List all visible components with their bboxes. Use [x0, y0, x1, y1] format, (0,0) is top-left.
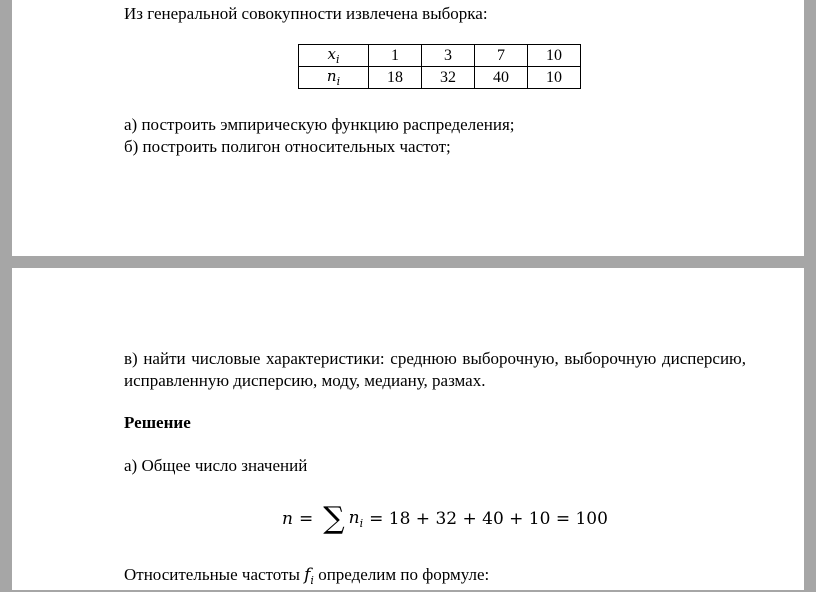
table-row: [299, 67, 581, 89]
n-cell: 32: [422, 67, 475, 89]
solution-heading: Решение: [124, 413, 191, 432]
formula-term: $n_i$: [348, 508, 364, 530]
document-page-2: [12, 268, 804, 590]
document-page-1: [12, 0, 804, 256]
task-a: а) построить эмпирическую функцию распределения;: [124, 115, 515, 134]
formula-lhs: n: [282, 509, 293, 529]
intro-text: Из генеральной совокупности извлечена выборка:: [124, 4, 488, 23]
x-cell: 3: [422, 45, 475, 67]
formula-equals: =: [298, 509, 314, 529]
step-a-text: а) Общее число значений: [124, 456, 308, 475]
sum-formula: [282, 501, 608, 536]
x-cell: 1: [369, 45, 422, 67]
sample-table: [298, 44, 581, 89]
n-cell: 18: [369, 67, 422, 89]
x-cell: 7: [475, 45, 528, 67]
task-b: б) построить полигон относительных частот;: [124, 137, 451, 156]
sigma-symbol: ∑: [323, 501, 345, 536]
n-cell: 40: [475, 67, 528, 89]
rel-freq-text: Относительные частоты $f_i$ определим по формуле:: [124, 565, 490, 587]
n-cell: 10: [528, 67, 581, 89]
table-row: [299, 45, 581, 67]
row-label-x: $x_i$: [299, 45, 369, 67]
x-cell: 10: [528, 45, 581, 67]
task-c: в) найти числовые характеристики: среднюю выборочную, выборочную дисперсию, исправленную дисперсию, моду, медиану, размах.: [124, 349, 746, 390]
rel-freq-symbol: $f_i$: [304, 565, 314, 587]
formula-rhs: = 18 + 32 + 40 + 10 = 100: [369, 509, 608, 529]
row-label-n: $n_i$: [299, 67, 369, 89]
